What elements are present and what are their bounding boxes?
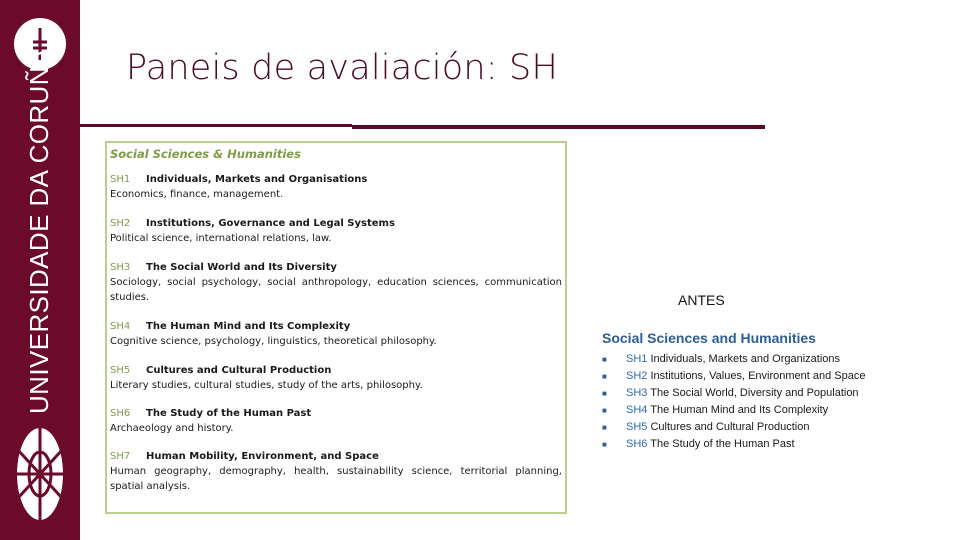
title-underline-thin: [80, 124, 352, 127]
panel-description: Cognitive science, psychology, linguistics, theoretical philosophy.: [110, 336, 437, 347]
title-underline-thick: [352, 125, 765, 129]
panel-name: The Human Mind and Its Complexity: [146, 321, 351, 332]
panel-sh4: [110, 319, 562, 349]
panel-sh3: [110, 260, 562, 305]
new-panels-box: [105, 141, 567, 514]
old-panel-code: SH5: [626, 421, 648, 433]
panel-code: SH5: [110, 365, 131, 376]
panel-name: Individuals, Markets and Organisations: [146, 174, 368, 185]
panel-sh7: [110, 449, 562, 494]
panel-code: SH3: [110, 262, 131, 273]
old-panels-heading: Social Sciences and Humanities: [602, 330, 816, 346]
bullet-icon: ■: [602, 389, 607, 398]
list-item: [602, 419, 866, 436]
old-panels-list: [602, 351, 866, 453]
before-label: ANTES: [678, 292, 725, 308]
old-panel-code: SH6: [626, 438, 648, 450]
bullet-icon: ■: [602, 355, 607, 364]
old-panel-name: Institutions, Values, Environment and Space: [650, 370, 866, 382]
panel-description: Archaeology and history.: [110, 423, 234, 434]
list-item: [602, 368, 866, 385]
list-item: [602, 385, 866, 402]
old-panel-code: SH2: [626, 370, 648, 382]
panel-description: Human geography, demography, health, sustainability science, territorial planning, spatial analysis.: [110, 466, 562, 492]
new-panels-heading: Social Sciences & Humanities: [110, 147, 301, 161]
bullet-icon: ■: [602, 423, 607, 432]
bullet-icon: ■: [602, 440, 607, 449]
list-item: [602, 351, 866, 368]
panel-code: SH7: [110, 451, 131, 462]
bullet-icon: ■: [602, 406, 607, 415]
panel-code: SH1: [110, 174, 131, 185]
old-panel-code: SH3: [626, 387, 648, 399]
panel-code: SH6: [110, 408, 131, 419]
panel-description: Literary studies, cultural studies, study of the arts, philosophy.: [110, 380, 423, 391]
page-title: Paneis de avaliación: SH: [126, 48, 558, 88]
panel-sh6: [110, 406, 562, 436]
university-name: UNIVERSIDADE DA CORUÑA: [24, 48, 54, 414]
old-panel-code: SH1: [626, 353, 648, 365]
old-panel-name: The Social World, Diversity and Population: [650, 387, 859, 399]
panel-description: Sociology, social psychology, social anthropology, education sciences, communication studies.: [110, 277, 562, 303]
panel-code: SH2: [110, 218, 131, 229]
panel-name: The Study of the Human Past: [146, 408, 312, 419]
list-item: [602, 402, 866, 419]
panel-name: Institutions, Governance and Legal Systems: [146, 218, 395, 229]
panel-sh2: [110, 216, 562, 246]
panel-name: Human Mobility, Environment, and Space: [146, 451, 379, 462]
old-panel-name: The Study of the Human Past: [650, 438, 795, 450]
list-item: [602, 436, 866, 453]
panel-sh5: [110, 363, 562, 393]
panel-description: Economics, finance, management.: [110, 189, 284, 200]
old-panel-name: The Human Mind and Its Complexity: [650, 404, 829, 416]
old-panel-name: Cultures and Cultural Production: [650, 421, 810, 433]
panel-code: SH4: [110, 321, 131, 332]
panel-sh1: [110, 172, 562, 202]
bullet-icon: ■: [602, 372, 607, 381]
sidebar: [0, 0, 80, 540]
panel-description: Political science, international relations, law.: [110, 233, 332, 244]
panel-name: Cultures and Cultural Production: [146, 365, 332, 376]
old-panel-code: SH4: [626, 404, 648, 416]
old-panel-name: Individuals, Markets and Organizations: [650, 353, 841, 365]
panel-name: The Social World and Its Diversity: [146, 262, 337, 273]
udc-emblem-icon: [14, 424, 66, 524]
